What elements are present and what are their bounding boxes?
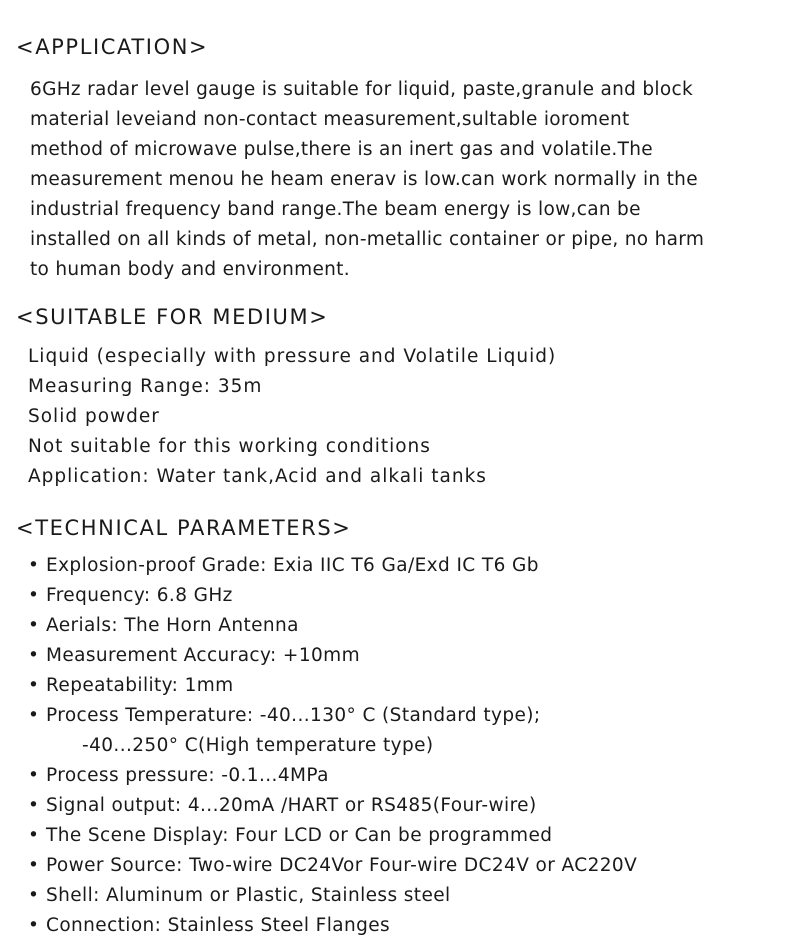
application-heading: <APPLICATION> [16,35,209,59]
parameter-text: Process Temperature: -40...130° C (Standard type); [46,705,541,726]
parameter-text: Shell: Aluminum or Plastic, Stainless steel [46,885,451,906]
application-line: industrial frequency band range.The beam energy is low,can be [30,199,641,220]
bullet-icon: • [28,615,40,636]
parameter-item [28,641,637,671]
parameter-text: Signal output: 4...20mA /HART or RS485(Four-wire) [46,795,537,816]
application-paragraph [30,75,770,285]
parameter-item [28,761,637,791]
application-line: material leveiand non-contact measurement,sultable ioroment [30,109,630,130]
bullet-icon: • [28,555,40,576]
parameter-item [28,581,637,611]
parameter-item [28,611,637,641]
bullet-icon: • [28,795,40,816]
parameter-continuation [28,731,637,761]
medium-item: Liquid (especially with pressure and Volatile Liquid) [28,346,557,367]
parameter-text: The Scene Display: Four LCD or Can be programmed [46,825,553,846]
medium-item: Measuring Range: 35m [28,376,263,397]
parameter-item [28,551,637,581]
parameter-text: Measurement Accuracy: +10mm [46,645,360,666]
medium-list [28,342,556,492]
parameter-item [28,671,637,701]
parameter-text: Explosion-proof Grade: Exia IIC T6 Ga/Exd IC T6 Gb [46,555,539,576]
medium-item: Not suitable for this working conditions [28,436,431,457]
parameter-item [28,881,637,911]
application-line: 6GHz radar level gauge is suitable for liquid, paste,granule and block [30,79,693,100]
technical-heading: <TECHNICAL PARAMETERS> [16,516,352,540]
parameter-text: Connection: Stainless Steel Flanges [46,915,391,936]
parameter-text: Power Source: Two-wire DC24Vor Four-wire DC24V or AC220V [46,855,638,876]
bullet-icon: • [28,885,40,906]
application-line: to human body and environment. [30,259,350,280]
parameter-text: -40...250° C(High temperature type) [82,735,434,756]
medium-item: Application: Water tank,Acid and alkali tanks [28,466,487,487]
parameter-text: Repeatability: 1mm [46,675,234,696]
parameter-item [28,911,637,941]
parameter-item [28,791,637,821]
bullet-icon: • [28,855,40,876]
bullet-icon: • [28,915,40,936]
parameter-text: Frequency: 6.8 GHz [46,585,233,606]
parameter-text: Process pressure: -0.1...4MPa [46,765,329,786]
technical-list [28,551,637,941]
application-line: measurement menou he heam enerav is low.can work normally in the [30,169,698,190]
medium-item: Solid powder [28,406,160,427]
bullet-icon: • [28,585,40,606]
medium-heading: <SUITABLE FOR MEDIUM> [16,305,329,329]
bullet-icon: • [28,765,40,786]
application-line: installed on all kinds of metal, non-metallic container or pipe, no harm [30,229,705,250]
parameter-item [28,851,637,881]
bullet-icon: • [28,645,40,666]
parameter-text: Aerials: The Horn Antenna [46,615,299,636]
application-line: method of microwave pulse,there is an inert gas and volatile.The [30,139,653,160]
parameter-item [28,821,637,851]
bullet-icon: • [28,705,40,726]
bullet-icon: • [28,675,40,696]
parameter-item [28,701,637,731]
bullet-icon: • [28,825,40,846]
